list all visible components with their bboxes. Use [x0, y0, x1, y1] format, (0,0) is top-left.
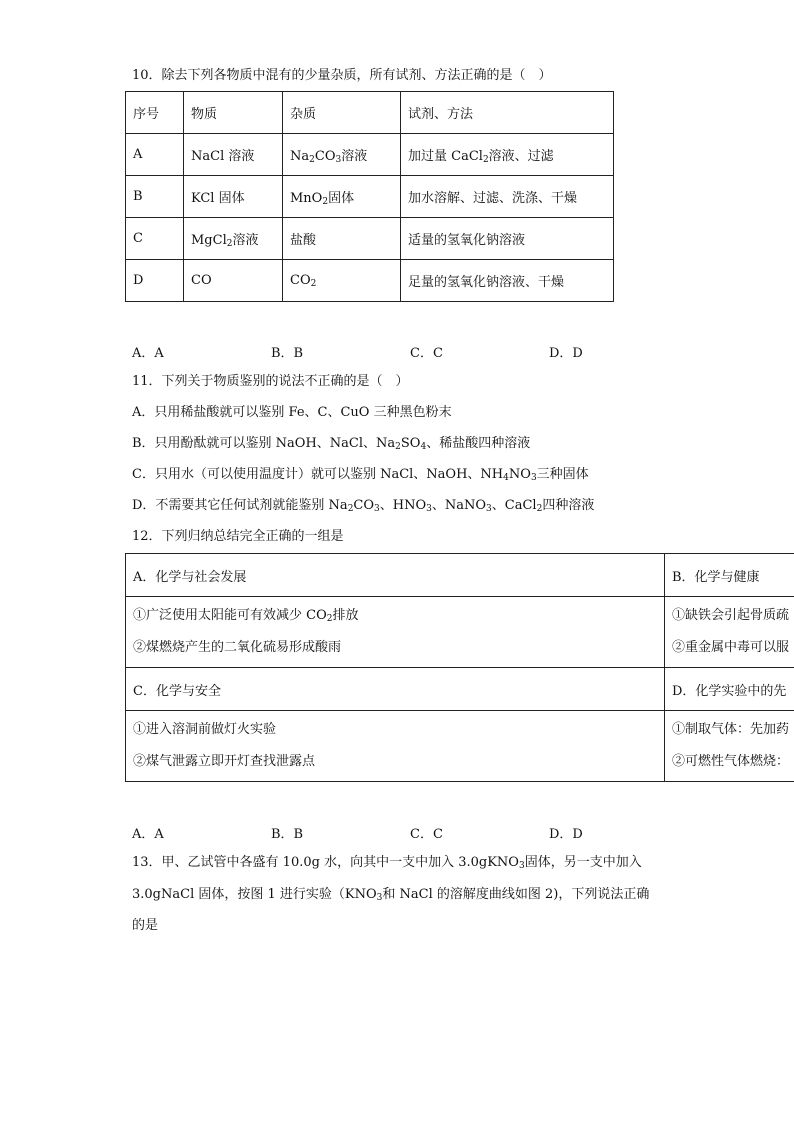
group-c-content: [126, 711, 665, 782]
q13-line-3: 的是: [132, 918, 159, 933]
header-cell: 杂质: [283, 92, 401, 134]
group-a-item-1: ①广泛使用太阳能可有效减少 $CO_2$排放: [133, 608, 359, 624]
substance-cell: CO: [184, 260, 283, 302]
table-row: [126, 134, 614, 176]
impurity-cell: $CO_2$: [283, 260, 401, 302]
table-row: [126, 668, 794, 711]
q11-option-b[interactable]: B．只用酚酞就可以鉴别 NaOH、NaCl、$Na_2SO_4$、稀盐酸四种溶液: [132, 436, 531, 452]
row-id: D: [126, 260, 184, 302]
option-d[interactable]: D．D: [549, 827, 583, 842]
option-c[interactable]: C．C: [410, 346, 443, 361]
q12-stem: 12．下列归纳总结完全正确的一组是: [132, 529, 344, 544]
group-c-title: C．化学与安全: [126, 668, 665, 711]
table-row: [126, 218, 614, 260]
option-a[interactable]: A．A: [132, 827, 164, 842]
q12-table: [125, 553, 794, 782]
q11-stem: 11．下列关于物质鉴别的说法不正确的是（ ）: [132, 374, 409, 389]
substance-cell: NaCl 溶液: [184, 134, 283, 176]
group-a-content: [126, 597, 665, 668]
impurity-cell: 盐酸: [283, 218, 401, 260]
option-d[interactable]: D．D: [549, 346, 583, 361]
table-row: [126, 176, 614, 218]
header-cell: 序号: [126, 92, 184, 134]
row-id: A: [126, 134, 184, 176]
method-cell: 加水溶解、过滤、洗涤、干燥: [401, 176, 614, 218]
option-a[interactable]: A．A: [132, 346, 164, 361]
table-row: [126, 554, 794, 597]
q12-options: [132, 823, 688, 842]
group-b-content: [665, 597, 794, 668]
table-header-row: [126, 92, 614, 134]
q11-option-c[interactable]: C．只用水（可以使用温度计）就可以鉴别 NaCl、NaOH、$NH_4NO_3$三种固体: [132, 467, 589, 483]
group-d-item-2: ②可燃性气体燃烧：: [672, 754, 790, 769]
method-cell: 适量的氢氧化钠溶液: [401, 218, 614, 260]
group-a-title: A．化学与社会发展: [126, 554, 665, 597]
option-b[interactable]: B．B: [271, 346, 304, 361]
group-b-item-1: ①缺铁会引起骨质疏: [672, 608, 790, 623]
impurity-cell: $Na_2CO_3$溶液: [283, 134, 401, 176]
group-c-item-2: ②煤气泄露立即开灯查找泄露点: [133, 754, 316, 769]
table-row: [126, 260, 614, 302]
q10-stem: 10．除去下列各物质中混有的少量杂质，所有试剂、方法正确的是（ ）: [132, 68, 552, 83]
substance-cell: KCl 固体: [184, 176, 283, 218]
option-c[interactable]: C．C: [410, 827, 443, 842]
group-d-title: D．化学实验中的先: [665, 668, 794, 711]
row-id: B: [126, 176, 184, 218]
header-cell: 物质: [184, 92, 283, 134]
group-c-item-1: ①进入溶洞前做灯火实验: [133, 722, 277, 737]
group-d-item-1: ①制取气体：先加药: [672, 722, 790, 737]
q10-options: [132, 342, 688, 361]
group-b-title: B．化学与健康: [665, 554, 794, 597]
table-row: [126, 597, 794, 668]
row-id: C: [126, 218, 184, 260]
impurity-cell: MnO$_2$固体: [283, 176, 401, 218]
method-cell: 足量的氢氧化钠溶液、干燥: [401, 260, 614, 302]
q11-option-d[interactable]: D．不需要其它任何试剂就能鉴别 $Na_2CO_3$、$HNO_3$、NaNO$_3$、CaCl$_2$四种溶液: [132, 498, 595, 514]
option-b[interactable]: B．B: [271, 827, 304, 842]
q13-line-1: 13．甲、乙试管中各盛有 10.0g 水，向其中一支中加入 3.0gKNO$_3$固体，另一支中加入: [132, 855, 642, 871]
group-a-item-2: ②煤燃烧产生的二氧化硫易形成酸雨: [133, 640, 342, 655]
q11-option-a[interactable]: A．只用稀盐酸就可以鉴别 Fe、C、CuO 三种黑色粉末: [132, 405, 452, 420]
q10-table: [125, 91, 614, 302]
group-d-content: [665, 711, 794, 782]
q13-line-2: 3.0gNaCl 固体，按图 1 进行实验（$KNO_3$和 NaCl 的溶解度曲线如图 2)，下列说法正确: [132, 887, 650, 903]
method-cell: 加过量 CaCl$_2$溶液、过滤: [401, 134, 614, 176]
substance-cell: MgCl$_2$溶液: [184, 218, 283, 260]
header-cell: 试剂、方法: [401, 92, 614, 134]
table-row: [126, 711, 794, 782]
group-b-item-2: ②重金属中毒可以服: [672, 640, 790, 655]
